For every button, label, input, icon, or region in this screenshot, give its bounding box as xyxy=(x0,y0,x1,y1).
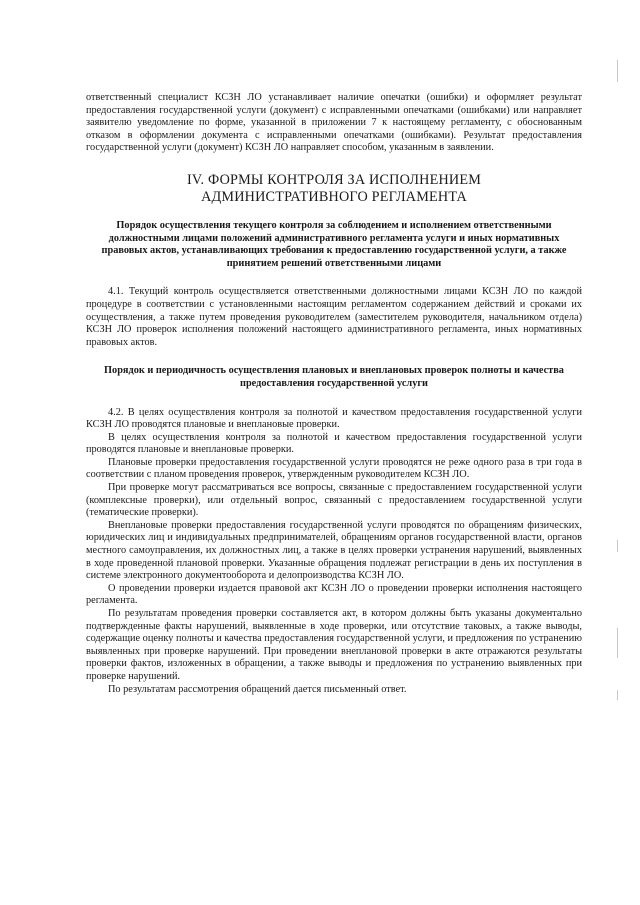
chapter-title-line2: АДМИНИСТРАТИВНОГО РЕГЛАМЕНТА xyxy=(201,188,467,205)
paragraph-unplanned-inspections: Внеплановые проверки предоставления государственной услуги проводятся по обращениям физических, юридических лиц и индивидуальных предпринимателей, обращениям органов государственной власти, органов местного самоуправления, их должностных лиц, а также в целях проверки устранения нарушений, выявленных в ходе проведенной плановой проверки. Указанные обращения подлежат регистрации в день их поступления в системе электронного документооборота и делопроизводства КСЗН ЛО. xyxy=(86,519,582,582)
intro-paragraph: ответственный специалист КСЗН ЛО устанавливает наличие опечатки (ошибки) и оформляет результат предоставления государственной услуги (документ) с исправленными опечатками (ошибками) или направляет заявителю уведомление по форме, указанной в приложении 7 к настоящему регламенту, с обоснованным отказом в оформлении документа с исправленными опечатками (ошибками). Результат предоставления государственной услуги (документ) КСЗН ЛО направляет способом, указанным в заявлении. xyxy=(86,92,582,154)
scan-mark xyxy=(617,690,618,700)
paragraph-4-2: 4.2. В целях осуществления контроля за полнотой и качеством предоставления государственной услуги КСЗН ЛО проводятся плановые и внеплановые проверки. xyxy=(86,406,582,431)
section-heading-inspections: Порядок и периодичность осуществления плановых и внеплановых проверок полноты и качества предоставления государственной услуги xyxy=(104,365,564,389)
scan-mark xyxy=(617,628,618,658)
spacer xyxy=(86,349,582,365)
chapter-title-line1: IV. ФОРМЫ КОНТРОЛЯ ЗА ИСПОЛНЕНИЕМ xyxy=(186,171,482,188)
paragraph-written-response: По результатам рассмотрения обращений дается письменный ответ. xyxy=(108,683,407,695)
paragraph-control-purpose: В целях осуществления контроля за полнотой и качеством предоставления государственной услуги проводятся плановые и внеплановые проверки. xyxy=(86,431,582,456)
chapter-title xyxy=(86,172,582,206)
document-body xyxy=(86,92,582,696)
paragraph-inspection-results: По результатам проведения проверки составляется акт, в котором должны быть указаны документально подтвержденные факты нарушений, выявленные в ходе проверки, или отсутствие таковых, а также выводы, содержащие оценку полноты и качества предоставления государственной услуги, и предложения по устранению выявленных при проверке нарушений. При проведении внеплановой проверки в акте отражаются результаты проверки фактов, изложенных в обращении, а также выводы и предложения по устранению выявленных при проверке нарушений. xyxy=(86,608,582,682)
scan-mark xyxy=(617,540,618,552)
spacer xyxy=(86,391,582,407)
paragraph-inspection-scope: При проверке могут рассматриваться все вопросы, связанные с предоставлением государственной услуги (комплексные проверки), или отдельный вопрос, связанный с предоставлением государственной услуги (тематические проверки). xyxy=(86,482,582,519)
paragraph-planned-inspections: Плановые проверки предоставления государственной услуги проводятся не реже одного раза в три года в соответствии с планом проведения проверок, утвержденным руководителем КСЗН ЛО. xyxy=(86,456,582,481)
paragraph-4-1: 4.1. Текущий контроль осуществляется ответственными должностными лицами КСЗН ЛО по каждой процедуре в соответствии с установленными настоящим регламентом содержанием действий и сроками их осуществления, а также путем проведения руководителем (заместителем руководителя, начальником отдела) КСЗН ЛО проверок исполнения положений настоящего административного регламента, иных нормативных правовых актов. xyxy=(86,286,582,348)
paragraph-inspection-act: О проведении проверки издается правовой акт КСЗН ЛО о проведении проверки исполнения настоящего регламента. xyxy=(86,582,582,607)
section-heading-current-control: Порядок осуществления текущего контроля за соблюдением и исполнением ответственными должностными лицами положений административного регламента услуги и иных нормативных правовых актов, устанавливающих требования к предоставлению государственной услуги, а также принятием решений ответственными лицами xyxy=(101,219,567,269)
scan-mark xyxy=(617,60,618,82)
scan-margin-marks xyxy=(617,0,623,905)
spacer xyxy=(86,270,582,286)
